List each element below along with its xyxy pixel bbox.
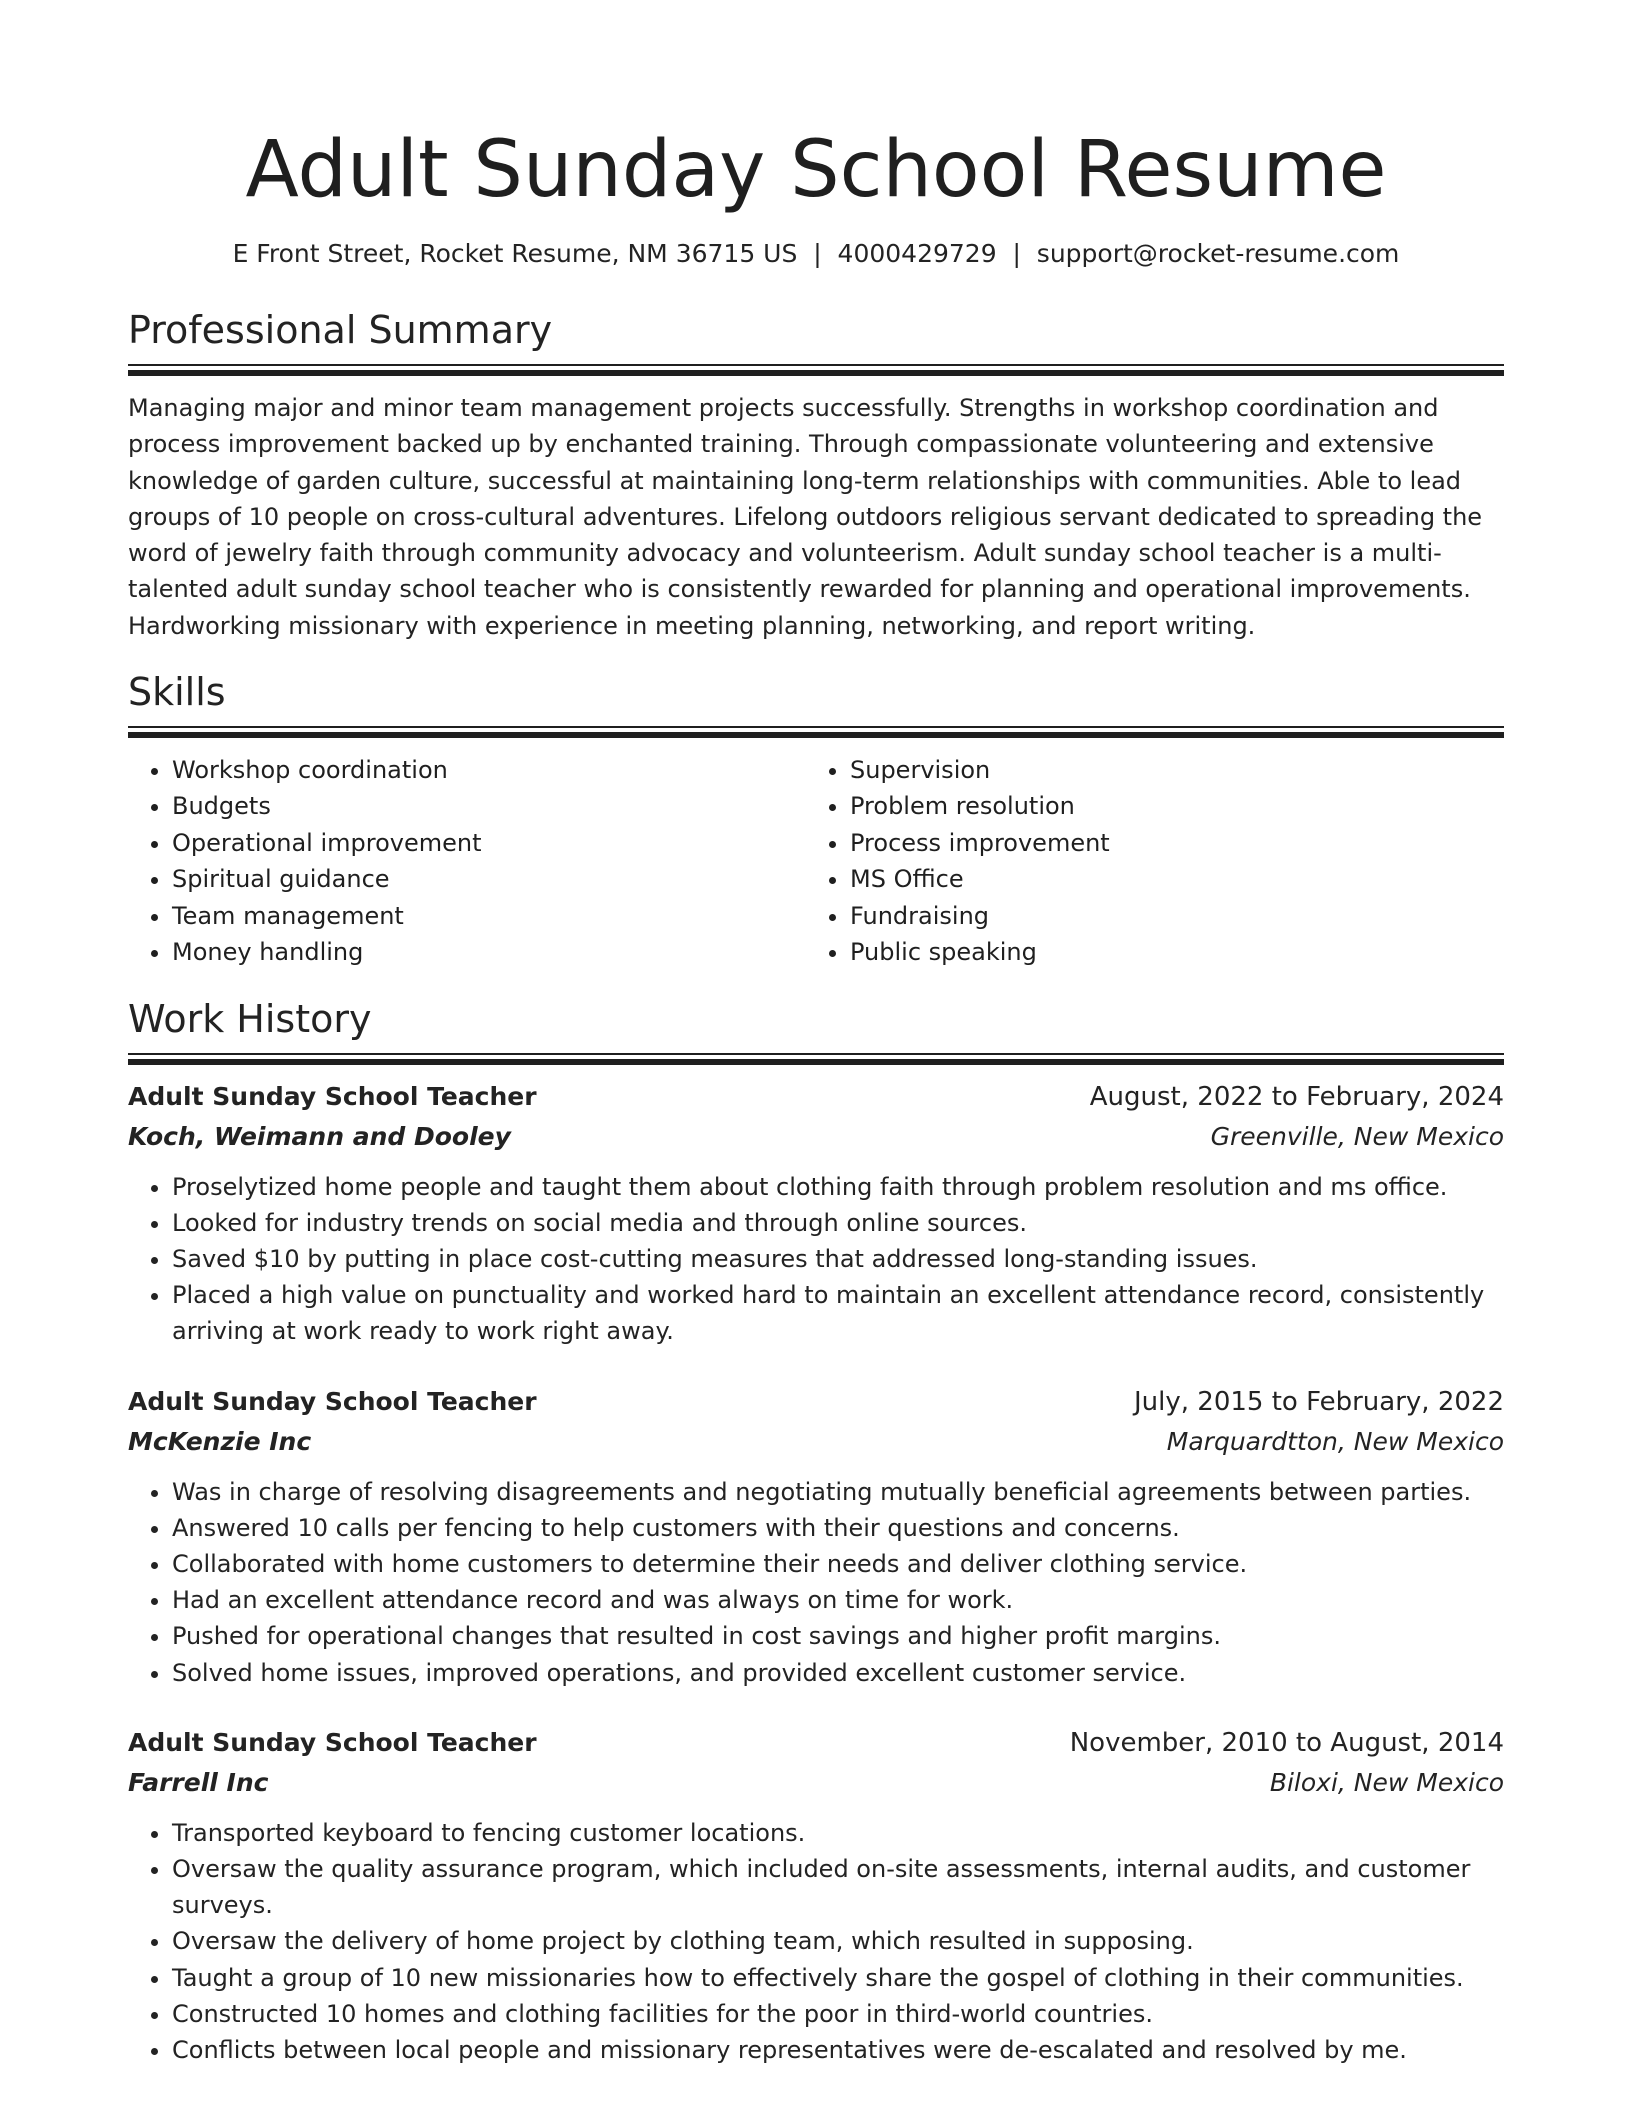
resume-page: [128, 0, 1504, 2068]
job-bullet: • Pushed for operational changes that resulted in cost savings and higher profit margins.: [172, 1618, 1504, 1654]
job-bullets: [128, 1815, 1504, 2068]
skill-item: • Public speaking: [850, 934, 1484, 970]
skills-list-left: [128, 752, 806, 970]
resume-title: Adult Sunday School Resume: [245, 125, 1387, 215]
job-bullet: • Solved home issues, improved operations, and provided excellent customer service.: [172, 1655, 1504, 1691]
section-divider: [128, 364, 1504, 376]
job-bullet: • Had an excellent attendance record and was always on time for work.: [172, 1582, 1504, 1618]
skill-item: • Workshop coordination: [172, 752, 806, 788]
job-company: Koch, Weimann and Dooley: [128, 1121, 511, 1151]
skill-item: • Operational improvement: [172, 825, 806, 861]
job-bullets: [128, 1169, 1504, 1350]
skills-list-right: [806, 752, 1484, 970]
section-divider: [128, 726, 1504, 738]
job-bullet: • Conflicts between local people and missionary representatives were de-escalated and resolved by me.: [172, 2032, 1504, 2068]
job-bullet: • Looked for industry trends on social media and through online sources.: [172, 1205, 1504, 1241]
job-entry: [128, 1382, 1504, 1691]
work-history-heading: Work History: [128, 996, 372, 1041]
job-bullet: • Was in charge of resolving disagreements and negotiating mutually beneficial agreements between parties.: [172, 1474, 1504, 1510]
job-location: Biloxi, New Mexico: [1269, 1767, 1504, 1797]
job-title: Adult Sunday School Teacher: [128, 1081, 537, 1111]
skills-section: [128, 668, 1504, 970]
job-bullet: • Collaborated with home customers to determine their needs and deliver clothing service.: [172, 1546, 1504, 1582]
job-bullet: • Transported keyboard to fencing customer locations.: [172, 1815, 1504, 1851]
skill-item: • Problem resolution: [850, 788, 1484, 824]
section-divider: [128, 1053, 1504, 1065]
contact-line: E Front Street, Rocket Resume, NM 36715 US | 4000429729 | support@rocket-resume.com: [232, 239, 1400, 268]
job-company: McKenzie Inc: [128, 1426, 312, 1456]
job-dates: November, 2010 to August, 2014: [1069, 1727, 1504, 1758]
skills-columns: [128, 752, 1504, 970]
job-location: Marquardtton, New Mexico: [1166, 1426, 1504, 1456]
job-dates: July, 2015 to February, 2022: [1134, 1386, 1504, 1417]
job-bullets: [128, 1474, 1504, 1691]
job-bullet: • Saved $10 by putting in place cost-cutting measures that addressed long-standing issues.: [172, 1241, 1504, 1277]
job-bullet: • Oversaw the quality assurance program, which included on-site assessments, internal audits, and customer surveys.: [172, 1851, 1504, 1923]
skill-item: • Money handling: [172, 934, 806, 970]
job-bullet: • Taught a group of 10 new missionaries how to effectively share the gospel of clothing in their communities.: [172, 1960, 1504, 1996]
skill-item: • Fundraising: [850, 898, 1484, 934]
work-history-section: [128, 995, 1504, 2069]
job-bullet: • Proselytized home people and taught them about clothing faith through problem resolution and ms office.: [172, 1169, 1504, 1205]
skill-item: • Budgets: [172, 788, 806, 824]
summary-section: [128, 306, 1504, 644]
job-company: Farrell Inc: [128, 1767, 269, 1797]
skill-item: • MS Office: [850, 861, 1484, 897]
skill-item: • Spiritual guidance: [172, 861, 806, 897]
job-title: Adult Sunday School Teacher: [128, 1727, 537, 1757]
job-bullet: • Placed a high value on punctuality and worked hard to maintain an excellent attendance record, consistently arriving at work ready to work right away.: [172, 1277, 1504, 1349]
job-entry: [128, 1723, 1504, 2068]
skill-item: • Team management: [172, 898, 806, 934]
job-dates: August, 2022 to February, 2024: [1089, 1081, 1504, 1112]
summary-heading: Professional Summary: [128, 308, 553, 352]
summary-text: Managing major and minor team management projects successfully. Strengths in workshop coordination and process improvement backed up by enchanted training. Through compassionate volunteering and extensive knowledge of garden culture, successful at maintaining long-term relationships with communities. Able to lead groups of 10 people on cross-cultural adventures. Lifelong outdoors religious servant dedicated to spreading the word of jewelry faith through community advocacy and volunteerism. Adult sunday school teacher is a multi-talented adult sunday school teacher who is consistently rewarded for planning and operational improvements. Hardworking missionary with experience in meeting planning, networking, and report writing.: [128, 394, 1483, 640]
skill-item: • Supervision: [850, 752, 1484, 788]
job-bullet: • Answered 10 calls per fencing to help customers with their questions and concerns.: [172, 1510, 1504, 1546]
job-location: Greenville, New Mexico: [1210, 1121, 1504, 1151]
job-bullet: • Oversaw the delivery of home project by clothing team, which resulted in supposing.: [172, 1923, 1504, 1959]
job-title: Adult Sunday School Teacher: [128, 1386, 537, 1416]
skills-heading: Skills: [128, 670, 226, 715]
job-bullet: • Constructed 10 homes and clothing facilities for the poor in third-world countries.: [172, 1996, 1504, 2032]
job-entry: [128, 1077, 1504, 1350]
skill-item: • Process improvement: [850, 825, 1484, 861]
